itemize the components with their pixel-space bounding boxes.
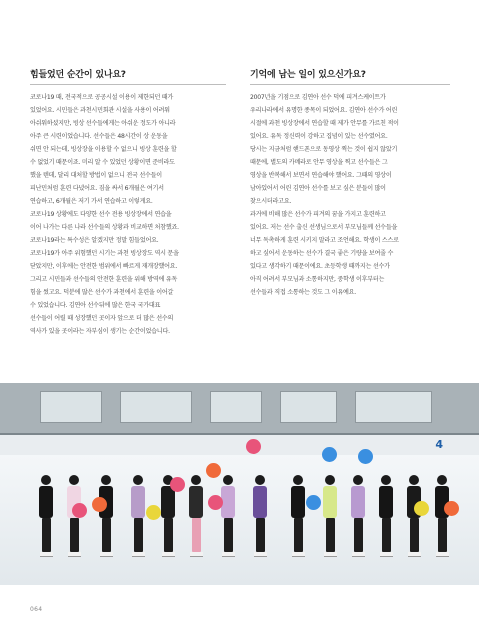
skater [130,475,146,557]
balloon [72,503,87,518]
window [120,391,192,423]
window [355,391,432,423]
text-line: 코로나19가 아주 위험했던 시기는 과천 빙상장도 역시 문을 [30,250,179,257]
text-line: 이어 나가는 다른 나라 선수들의 상황과 비교하면 처참했죠. [30,224,179,231]
text-line: 닫았지만, 이후에는 안전한 범위에서 빠르게 재개장했어요. [30,263,178,270]
text-line: 찾으시더라고요. [250,198,292,205]
body-text-memorable-1 [250,91,450,208]
text-line: 코로나19라는 특수성은 알겠지만 정말 힘들었어요. [30,237,159,244]
section-heading-memorable: 기억에 남는 일이 있으신가요? [250,67,450,85]
text-line: 너무 독촉하게 훈련 시키지 말라고 조언해요. 학생이 스스로 [250,237,399,244]
skater [434,475,450,557]
text-line: 있어요. 유독 정신력이 강하고 집념이 있는 선수였어요. [250,133,388,140]
text-line: 시절에 과천 빙상장에서 연습할 때 제가 안무를 가르친 적이 [250,120,399,127]
skater [252,475,268,557]
balloon [146,505,161,520]
balloon [414,501,429,516]
rink-boards [0,433,479,457]
left-column [30,67,226,338]
text-line: 역사가 있을 곳이라는 자부심이 생기는 순간이었습니다. [30,328,170,335]
text-line: 아쉬워하셨지만, 빙상 선수들에게는 아쉬운 정도가 아니라 [30,120,176,127]
text-line: 2007년을 기점으로 김연아 선수 덕에 피겨스케이트가 [250,94,386,101]
text-line: 아직 어려서 부모님과 소통하지만, 중학생 이후부터는 [250,276,385,283]
text-line: 선수들과 직접 소통하는 것도 그 이유예요. [250,289,356,296]
skater [290,475,306,557]
skater [350,475,366,557]
text-line: 있어요. 저는 선수 출신 선생님으로서 부모님들께 선수들을 [250,224,398,231]
balloon [444,501,459,516]
section-heading-hard-times: 힘들었던 순간이 있나요? [30,67,226,85]
text-line: 하고 싶어서 운동하는 선수가 결국 좋은 기량을 보여줄 수 [250,250,394,257]
text-line: 했을 텐데, 달리 대처할 방법이 없으니 전국 선수들이 [30,172,162,179]
text-line: 당시는 지금처럼 핸드폰으로 동영상 찍는 것이 쉽지 않았기 [250,146,398,153]
text-line: 우리나라에서 유명한 종목이 되었어요. 김연아 선수가 어린 [250,107,398,114]
skater [322,475,338,557]
rink-sign: 4 [435,438,443,451]
text-line: 피난민처럼 훈련 다녔어요. 짐을 싸서 6개월은 여기서 [30,185,164,192]
body-text-hard-times [30,91,226,338]
text-line: 코로나19 상황에도 다양한 선수 전용 빙상장에서 연습을 [30,211,172,218]
skater [378,475,394,557]
skater [98,475,114,557]
text-line: 수 있었습니다. 김연아 선수뒤에 많은 한국 국가대표 [30,302,161,309]
text-line: 연습하고, 6개월은 저기 가서 연습하고 이렇게요. [30,198,153,205]
balloon [170,477,185,492]
skater [38,475,54,557]
balloon [246,439,261,454]
text-line: 있었어요. 시민들은 과천시민회관 시설을 사용이 어려워 [30,107,170,114]
body-text-memorable-2 [250,208,450,299]
text-line: 있다고 생각하기 때문이에요. 초등학생 때까지는 선수가 [250,263,390,270]
balloon [208,495,223,510]
window [40,391,102,423]
text-line: 때문에, 별도의 카메라로 안무 영상을 찍고 선수들은 그 [250,159,388,166]
balloon [358,449,373,464]
page-number: 064 [30,606,43,613]
balloon [206,463,221,478]
text-line: 그리고 시민들과 선수들의 안전한 훈련을 위해 방역에 유독 [30,276,178,283]
text-line: 힘을 썼고요. 덕분에 많은 선수가 과천에서 훈련을 이어갈 [30,289,174,296]
window [210,391,262,423]
text-line: 과거에 비해 많은 선수가 피겨의 꿈을 가지고 훈련하고 [250,211,386,218]
balloon [322,447,337,462]
text-line: 쉬면 안 되는데, 빙상장을 이용할 수 없으니 빙상 훈련을 할 [30,146,177,153]
text-line: 아주 큰 시련이었습니다. 선수들은 48시간이 상 운동을 [30,133,168,140]
text-line: 수 없었기 때문이죠. 미리 알 수 있었던 상황이면 준비라도 [30,159,175,166]
skater [220,475,236,557]
skaters-photo [0,383,479,585]
balloon [92,497,107,512]
skater [188,475,204,557]
text-line: 영상을 반복해서 보면서 연습해야 했어요. 그때의 영상이 [250,172,392,179]
text-line: 코로나19 때, 전국적으로 공공시설 이용이 제한되던 때가 [30,94,174,101]
right-column [250,67,450,299]
text-line: 선수들이 어릴 때 성장했던 곳이자 앞으로 더 많은 선수의 [30,315,174,322]
skater [406,475,422,557]
text-line: 남아있어서 어린 김연아 선수를 보고 싶은 분들이 많이 [250,185,386,192]
window [280,391,337,423]
balloon [306,495,321,510]
